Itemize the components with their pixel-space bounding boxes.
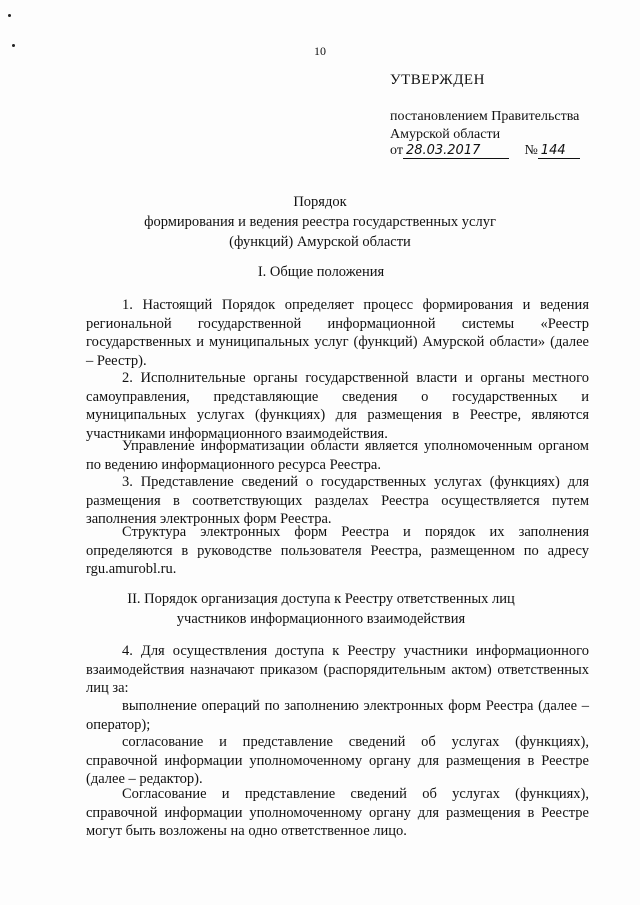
from-label: от [390,143,403,158]
paragraph-5: Структура электронных форм Реестра и порядок их заполнения определяются в руководстве пользователя Реестра, размещенном по адресу rgu.amurobl.ru. [86,524,589,578]
approval-heading: УТВЕРЖДЕН [390,72,485,88]
section-1-heading: I. Общие положения [257,264,385,280]
paragraph-9: Согласование и представление сведений об услугах (функциях), справочной информации уполномоченному органу для размещения в Реестре могут быть возложены на одно ответственное лицо. [86,786,589,840]
paragraph-3: Управление информатизации области является уполномоченным органом по ведению информационного ресурса Реестра. [86,438,589,473]
title-line-3: (функций) Амурской области [229,234,411,250]
page-number: 10 [314,44,326,58]
scan-speck [8,14,11,17]
number-label: № [524,143,538,158]
approval-line-1: постановлением Правительства [390,109,580,124]
paragraph-2: 2. Исполнительные органы государственной власти и органы местного самоуправления, представляющие сведения о государственных и муниципальных услугах (функциях) для размещения в Реестре, являются участниками информационного взаимодействия. [86,370,589,442]
title-line-1: Порядок [293,194,347,210]
handwritten-date: 28.03.2017 [403,144,509,159]
approval-date-line [390,143,580,159]
handwritten-number: 144 [538,144,580,159]
paragraph-1: 1. Настоящий Порядок определяет процесс формирования и ведения региональной государственной информационной системы «Реестр государственных и муниципальных услуг (функций) Амурской области» (далее – Реестр). [86,297,589,369]
title-line-2: формирования и ведения реестра государственных услуг [144,214,496,230]
paragraph-8: согласование и представление сведений об услугах (функциях), справочной информации уполномоченному органу для размещения в Реестре (далее – редактор). [86,734,589,788]
paragraph-6: 4. Для осуществления доступа к Реестру участники информационного взаимодействия назначают приказом (распорядительным актом) ответственных лиц за: [86,643,589,697]
paragraph-4: 3. Представление сведений о государственных услугах (функциях) для размещения в соответствующих разделах Реестра осуществляется путем заполнения электронных форм Реестра. [86,474,589,528]
section-2-heading-line-2: участников информационного взаимодействия [176,611,466,627]
approval-line-2: Амурской области [390,127,501,142]
paragraph-7: выполнение операций по заполнению электронных форм Реестра (далее – оператор); [86,698,589,733]
section-2-heading-line-1: II. Порядок организация доступа к Реестру ответственных лиц [127,591,515,607]
